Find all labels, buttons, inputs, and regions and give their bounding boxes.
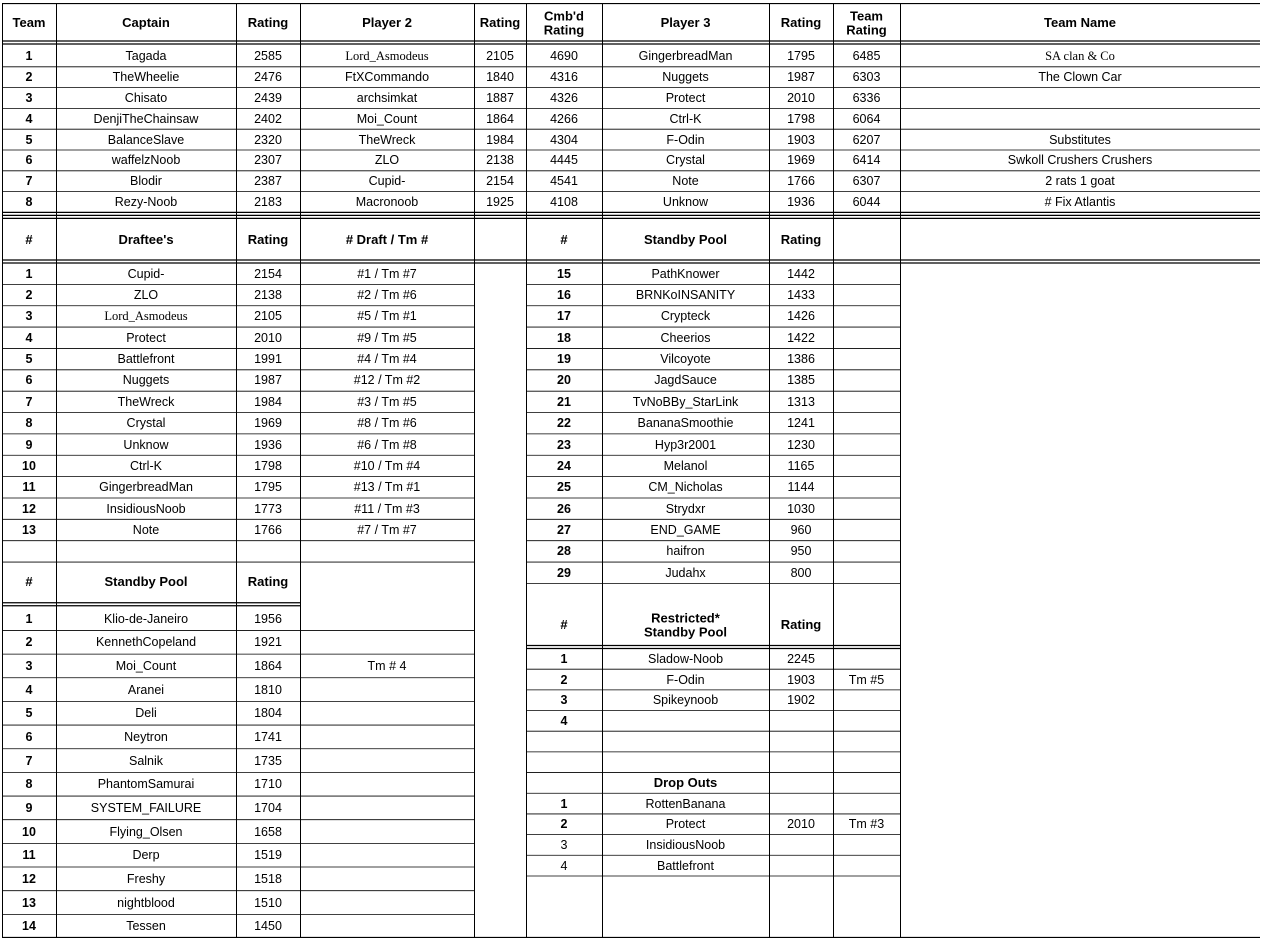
standby-number: 1 (25, 611, 33, 626)
standby-rating: 1710 (254, 776, 282, 791)
table-cell: Protect (665, 90, 706, 105)
standby-number: 29 (557, 565, 571, 580)
standby-number: 21 (557, 394, 571, 409)
table-cell: 1925 (486, 194, 514, 209)
draftee-name: Unknow (123, 437, 169, 452)
standby-rating: 1030 (787, 501, 815, 516)
standby-number: 11 (22, 847, 36, 862)
standby-number: 23 (557, 437, 571, 452)
table-cell: 2439 (254, 90, 282, 105)
table-cell: 6307 (852, 173, 881, 188)
table-cell: 4445 (550, 153, 578, 168)
standby-number: 4 (25, 682, 33, 697)
team-name: Swkoll Crushers Crushers (1007, 153, 1153, 168)
dropout-note: Tm #3 (848, 817, 885, 831)
table-cell: GingerbreadMan (638, 49, 733, 64)
standby-name: Vilcoyote (660, 351, 711, 366)
table-cell: 1903 (787, 132, 815, 147)
standby-name: Strydxr (665, 501, 706, 516)
table-cell: 2387 (254, 173, 282, 188)
standby-rating: 950 (790, 544, 812, 559)
standby-name: Aranei (127, 682, 165, 697)
standby-number: 20 (557, 373, 571, 388)
top-header-cell: Team (12, 15, 46, 31)
standby-left-header: Standby Pool (104, 574, 188, 590)
restricted-header: Rating (780, 617, 822, 633)
draftee-number: 5 (25, 351, 33, 366)
draftee-pick: #3 / Tm #5 (357, 394, 417, 409)
standby-name: TvNoBBy_StarLink (632, 394, 739, 409)
restricted-number: 3 (560, 692, 568, 707)
standby-number: 19 (557, 351, 571, 366)
standby-rating: 1385 (787, 373, 815, 388)
standby-left-header: # (25, 574, 33, 590)
table-cell: Crystal (666, 153, 705, 168)
standby-number: 2 (25, 635, 33, 649)
standby-name: Melanol (663, 458, 708, 473)
standby-header-cell: # (560, 232, 568, 248)
team-number: 3 (25, 90, 33, 105)
dropout-name: Protect (665, 817, 706, 831)
team-number: 8 (25, 194, 33, 209)
team-number: 2 (25, 69, 33, 84)
dropout-name: RottenBanana (645, 796, 726, 811)
top-header-cell: Team Name (1043, 15, 1117, 31)
draftee-rating: 1987 (254, 373, 282, 388)
standby-note: Tm # 4 (367, 658, 407, 673)
standby-name: Moi_Count (115, 658, 177, 673)
standby-number: 13 (22, 895, 36, 910)
table-cell: 4266 (550, 111, 578, 126)
standby-header-cell: Standby Pool (643, 232, 728, 248)
standby-rating: 1165 (787, 458, 815, 473)
standby-name: Tessen (126, 918, 166, 933)
top-header-cell: Rating (479, 15, 521, 31)
standby-name: Hyp3r2001 (654, 437, 717, 452)
standby-number: 12 (22, 871, 36, 886)
team-name: Substitutes (1049, 132, 1111, 147)
standby-rating: 1921 (254, 635, 282, 649)
standby-rating: 1144 (787, 480, 815, 495)
restricted-name: F-Odin (666, 672, 705, 687)
draftee-pick: #2 / Tm #6 (357, 287, 417, 302)
table-cell: 6207 (852, 132, 881, 147)
standby-rating: 1433 (787, 287, 815, 302)
standby-rating: 800 (790, 565, 812, 580)
team-name: The Clown Car (1038, 69, 1122, 84)
table-cell: 1984 (486, 132, 514, 147)
draftee-pick: #6 / Tm #8 (357, 437, 417, 452)
top-header-cell: Cmb'd Rating (543, 8, 585, 37)
standby-name: Neytron (124, 729, 168, 744)
standby-number: 9 (25, 800, 33, 815)
table-cell: 1840 (486, 69, 514, 84)
dropout-number: 3 (560, 837, 568, 852)
standby-rating: 1519 (254, 847, 282, 862)
draftee-number: 1 (25, 266, 33, 281)
draftee-number: 10 (22, 458, 36, 473)
table-cell: Note (672, 173, 699, 188)
dropout-rating: 2010 (787, 817, 815, 831)
draftee-pick: #4 / Tm #4 (357, 351, 417, 366)
draftee-rating: 1936 (254, 437, 282, 452)
table-cell: 1766 (787, 173, 815, 188)
draftee-rating: 2105 (254, 309, 282, 324)
draftee-number: 6 (25, 373, 33, 388)
standby-name: END_GAME (650, 522, 721, 537)
restricted-header: # (560, 617, 568, 633)
table-cell: 1798 (787, 111, 815, 126)
team-number: 5 (25, 132, 33, 147)
top-header-cell: Captain (122, 15, 170, 31)
draftee-number: 8 (25, 415, 33, 430)
standby-rating: 1450 (254, 918, 282, 933)
standby-rating: 1241 (787, 415, 815, 430)
table-cell: 1887 (486, 90, 514, 105)
standby-number: 15 (557, 266, 571, 281)
draftee-number: 13 (22, 522, 36, 537)
table-cell: BalanceSlave (107, 132, 185, 147)
table-cell: FtXCommando (344, 69, 430, 84)
restricted-note: Tm #5 (848, 672, 885, 687)
table-cell: 6064 (852, 111, 881, 126)
standby-rating: 1230 (787, 437, 815, 452)
team-name: # Fix Atlantis (1044, 194, 1116, 209)
standby-name: Deli (135, 705, 157, 720)
draftee-pick: #5 / Tm #1 (357, 309, 417, 324)
table-cell: 2154 (486, 173, 514, 188)
table-cell: 1936 (787, 194, 815, 209)
draftee-pick: #11 / Tm #3 (354, 501, 420, 516)
table-cell: 4304 (550, 132, 578, 147)
standby-number: 3 (25, 658, 33, 673)
table-cell: 1969 (787, 153, 815, 168)
standby-number: 25 (557, 480, 571, 495)
table-cell: 1987 (787, 69, 815, 84)
dropout-number: 2 (560, 817, 568, 831)
table-cell: 6414 (852, 153, 881, 168)
standby-name: Salnik (128, 753, 164, 768)
restricted-rating: 2245 (787, 651, 815, 666)
standby-name: Cheerios (660, 330, 711, 345)
standby-header-cell: Rating (780, 232, 822, 248)
standby-number: 27 (557, 522, 571, 537)
draftee-rating: 1984 (254, 394, 282, 409)
standby-number: 26 (557, 501, 571, 516)
draftee-number: 4 (25, 330, 33, 345)
table-cell: 2010 (787, 90, 815, 105)
standby-rating: 1313 (787, 394, 815, 409)
standby-number: 24 (557, 458, 571, 473)
standby-name: Derp (132, 847, 160, 862)
draftee-header-cell: Draftee's (118, 232, 174, 248)
team-number: 7 (25, 173, 33, 188)
draftee-number: 7 (25, 394, 33, 409)
top-header-cell: Rating (780, 15, 822, 31)
table-cell: Macronoob (355, 194, 419, 209)
table-cell: 2585 (254, 49, 282, 64)
table-cell: 4316 (550, 69, 578, 84)
standby-rating: 1422 (787, 330, 815, 345)
table-cell: Nuggets (662, 69, 709, 84)
table-cell: Moi_Count (356, 111, 418, 126)
draftee-rating: 1969 (254, 415, 282, 430)
standby-name: Klio-de-Janeiro (103, 611, 189, 626)
team-name: 2 rats 1 goat (1045, 173, 1115, 188)
top-header-cell: Team Rating (846, 8, 887, 37)
standby-name: haifron (666, 544, 705, 559)
standby-name: BananaSmoothie (637, 415, 734, 430)
standby-rating: 1386 (787, 351, 815, 366)
table-cell: 6336 (852, 90, 881, 105)
standby-rating: 1518 (254, 871, 282, 886)
table-cell: 4690 (550, 49, 578, 64)
standby-rating: 1741 (254, 729, 282, 744)
table-cell: 6044 (852, 194, 881, 209)
dropout-name: InsidiousNoob (645, 837, 726, 852)
standby-name: nightblood (117, 895, 175, 910)
table-cell: 2307 (254, 153, 282, 168)
table-cell: Blodir (130, 173, 162, 188)
table-cell: waffelzNoob (111, 153, 181, 168)
standby-name: Judahx (665, 565, 706, 580)
standby-name: Flying_Olsen (109, 824, 183, 839)
standby-rating: 1864 (254, 658, 282, 673)
table-cell: 2320 (254, 132, 282, 147)
draftee-rating: 2138 (254, 287, 282, 302)
table-cell: TheWheelie (112, 69, 180, 84)
standby-name: SYSTEM_FAILURE (90, 800, 202, 815)
team-name: SA clan & Co (1045, 49, 1115, 64)
standby-name: JagdSauce (654, 373, 717, 388)
dropouts-title: Drop Outs (653, 775, 718, 791)
table-cell: 4108 (550, 194, 578, 209)
draftee-number: 2 (25, 287, 33, 302)
draftee-name: Ctrl-K (130, 458, 162, 473)
standby-name: Crypteck (660, 309, 711, 324)
dropout-name: Battlefront (657, 858, 714, 873)
draftee-pick: #10 / Tm #4 (353, 458, 421, 473)
top-header-cell: Player 2 (362, 15, 412, 31)
standby-number: 17 (557, 309, 571, 324)
draftee-header-cell: # Draft / Tm # (345, 232, 429, 248)
draftee-header-cell: # (25, 232, 33, 248)
restricted-number: 2 (560, 672, 568, 687)
standby-rating: 1956 (254, 611, 282, 626)
table-cell: 2183 (254, 194, 282, 209)
draftee-number: 11 (22, 480, 36, 495)
draftee-rating: 1773 (254, 501, 282, 516)
dropout-number: 1 (560, 796, 568, 811)
draftee-pick: #7 / Tm #7 (357, 522, 417, 537)
top-header-cell: Player 3 (660, 15, 711, 31)
standby-name: CM_Nicholas (648, 480, 723, 495)
table-cell: Chisato (124, 90, 168, 105)
draftee-name: ZLO (133, 287, 159, 302)
table-cell: Ctrl-K (669, 111, 702, 126)
standby-name: BRNKoINSANITY (635, 287, 736, 302)
table-cell: Rezy-Noob (114, 194, 178, 209)
restricted-rating: 1902 (787, 692, 815, 707)
standby-rating: 1510 (254, 895, 282, 910)
standby-number: 10 (22, 824, 36, 839)
standby-number: 6 (25, 729, 33, 744)
standby-left-header: Rating (247, 574, 289, 590)
draftee-rating: 1766 (254, 522, 282, 537)
table-cell: 2402 (254, 111, 282, 126)
standby-rating: 1704 (254, 800, 282, 815)
standby-rating: 1735 (254, 753, 282, 768)
draftee-name: GingerbreadMan (99, 480, 193, 495)
draftee-name: Nuggets (122, 373, 170, 388)
draftee-pick: #8 / Tm #6 (357, 415, 417, 430)
standby-rating: 960 (790, 522, 812, 537)
table-cell: 2105 (486, 49, 514, 64)
draftee-name: Cupid- (127, 266, 165, 281)
standby-rating: 1442 (787, 266, 815, 281)
draftee-pick: #1 / Tm #7 (357, 266, 417, 281)
draftee-header-cell: Rating (247, 232, 289, 248)
restricted-number: 1 (560, 651, 568, 666)
restricted-number: 4 (560, 713, 568, 728)
standby-name: PhantomSamurai (97, 776, 195, 791)
table-cell: 4541 (550, 173, 578, 188)
standby-number: 28 (557, 544, 571, 559)
table-cell: 4326 (550, 90, 578, 105)
table-cell: DenjiTheChainsaw (93, 111, 199, 126)
table-cell: 2476 (254, 69, 282, 84)
table-cell: Cupid- (368, 173, 406, 188)
draftee-name: InsidiousNoob (106, 501, 186, 516)
standby-name: KennethCopeland (95, 635, 197, 649)
standby-name: PathKnower (651, 266, 720, 281)
draftee-rating: 1798 (254, 458, 282, 473)
restricted-name: Sladow-Noob (647, 651, 724, 666)
draft-spreadsheet (2, 3, 1260, 938)
table-cell: F-Odin (666, 132, 705, 147)
draftee-pick: #13 / Tm #1 (353, 480, 421, 495)
draftee-name: TheWreck (117, 394, 175, 409)
standby-rating: 1804 (254, 705, 282, 720)
table-cell: ZLO (374, 153, 400, 168)
standby-number: 8 (25, 776, 33, 791)
table-cell: 1864 (486, 111, 514, 126)
draftee-number: 3 (25, 309, 33, 324)
table-cell: archsimkat (356, 90, 418, 105)
draftee-name: Lord_Asmodeus (104, 309, 188, 324)
restricted-name: Spikeynoob (652, 692, 719, 707)
draftee-rating: 1991 (254, 351, 282, 366)
table-cell: 6303 (852, 69, 881, 84)
table-cell: Tagada (125, 49, 167, 64)
standby-number: 7 (25, 753, 33, 768)
standby-rating: 1426 (787, 309, 815, 324)
standby-number: 5 (25, 705, 33, 720)
team-number: 1 (25, 49, 33, 64)
standby-number: 18 (557, 330, 571, 345)
standby-number: 22 (557, 415, 571, 430)
draftee-name: Crystal (126, 415, 166, 430)
draftee-number: 12 (22, 501, 36, 516)
draftee-name: Protect (126, 330, 166, 345)
team-number: 4 (25, 111, 33, 126)
draftee-pick: #12 / Tm #2 (353, 373, 421, 388)
draftee-pick: #9 / Tm #5 (357, 330, 417, 345)
team-number: 6 (25, 153, 33, 168)
table-cell: Lord_Asmodeus (345, 49, 429, 64)
draftee-rating: 1795 (254, 480, 282, 495)
table-cell: 2138 (486, 153, 514, 168)
draftee-number: 9 (25, 437, 33, 452)
draftee-rating: 2154 (254, 266, 282, 281)
restricted-header: Restricted* Standby Pool (643, 610, 728, 640)
table-cell: 6485 (852, 49, 881, 64)
dropout-number: 4 (560, 858, 568, 873)
draftee-rating: 2010 (254, 330, 282, 345)
top-header-cell: Rating (247, 15, 289, 31)
standby-name: Freshy (126, 871, 166, 886)
table-cell: TheWreck (358, 132, 416, 147)
table-cell: 1795 (787, 49, 815, 64)
standby-number: 16 (557, 287, 571, 302)
standby-rating: 1810 (254, 682, 282, 697)
draftee-name: Note (132, 522, 160, 537)
draftee-name: Battlefront (117, 351, 175, 366)
standby-number: 14 (22, 918, 36, 933)
restricted-rating: 1903 (787, 672, 815, 687)
standby-rating: 1658 (254, 824, 282, 839)
table-cell: Unknow (662, 194, 709, 209)
